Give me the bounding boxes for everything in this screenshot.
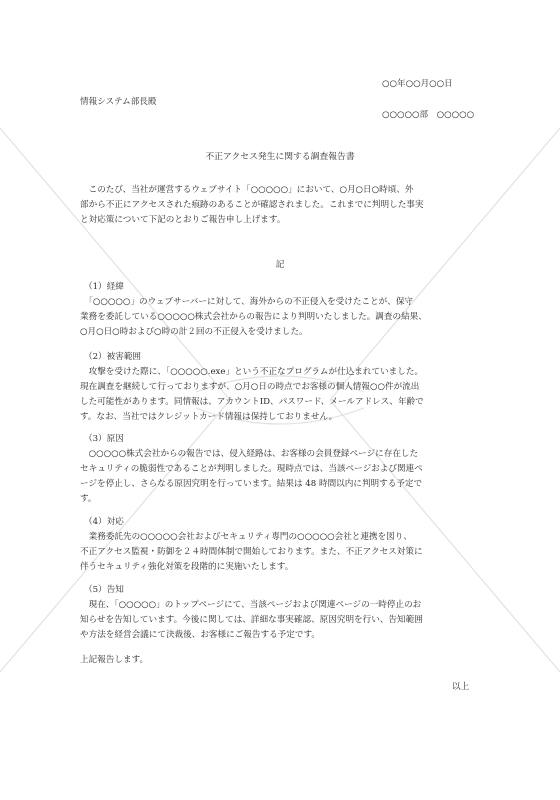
section-line: す。 (80, 494, 97, 504)
intro-line: と対応策について下記のとおりご報告申し上げます。 (80, 215, 286, 225)
section-line: 現在、「○○○○○」のトップページにて、当該ページおよび関連ページの一時停止のお (80, 600, 422, 610)
end-mark: 以上 (452, 682, 470, 692)
section-body-5 (80, 598, 480, 643)
section-heading-3: （3）原因 (84, 434, 124, 444)
section-body-3 (80, 447, 480, 507)
section-line: 不正アクセス監視・防御を２４時間体制で開始しております。また、不正アクセス対策に (80, 547, 423, 557)
section-line: 伴うセキュリティ強化対策を段階的に実施いたします。 (80, 562, 294, 572)
intro-line: 部から不正にアクセスされた痕跡のあることが確認されました。これまでに判明した事実 (80, 200, 424, 210)
section-body-4 (80, 530, 480, 575)
section-line: 「○○○○○」のウェブサーバーに対して、海外からの不正侵入を受けたことが、保守 (80, 297, 414, 307)
intro-paragraph (80, 183, 480, 228)
section-body-2 (80, 365, 480, 425)
addressee: 情報システム部長殿 (80, 97, 157, 107)
section-line: 知らせを告知しています。今後に関しては、詳細な事実確認、原因究明を行い、告知範囲 (80, 615, 423, 625)
intro-line: このたび、当社が運営するウェブサイト「○○○○○」において、○月○日○時頃、外 (80, 185, 414, 195)
section-line: す。なお、当社ではクレジットカード情報は保持しておりません。 (80, 412, 338, 422)
section-line: 現在調査を継続して行っておりますが、○月○日の時点でお客様の個人情報○○件が流出 (80, 382, 420, 392)
section-line: 攻撃を受けた際に、「○○○○○.exe」という不正なプログラムが仕込まれていました。 (80, 367, 424, 377)
document-date: ○○年○○月○○日 (382, 79, 453, 89)
sender: ○○○○○部 ○○○○○ (382, 110, 475, 120)
section-line: 業務を委託している○○○○○株式会社からの報告により判明いたしました。調査の結果、 (80, 312, 427, 322)
section-line: や方法を経営会議にて決裁後、お客様にご報告する予定です。 (80, 630, 320, 640)
ki-mark: 記 (275, 260, 285, 270)
section-line: した可能性があります。同情報は、アカウントID、パスワード、メールアドレス、年齢で (80, 397, 424, 407)
section-heading-1: （1）経緯 (84, 282, 124, 292)
section-body-1 (80, 295, 480, 340)
section-line: ○月○日○時および○時の計２回の不正侵入を受けました。 (80, 327, 308, 337)
section-heading-4: （4）対応 (84, 517, 124, 527)
closing-text: 上記報告します。 (80, 655, 149, 665)
section-line: ージを停止し、さらなる原因究明を行っています。結果は 48 時間以内に判明する予定で (80, 479, 423, 489)
section-heading-2: （2）被害範囲 (84, 352, 142, 362)
section-heading-5: （5）告知 (84, 585, 124, 595)
section-line: 業務委託先の○○○○○会社およびセキュリティ専門の○○○○○会社と連携を図り、 (80, 532, 412, 542)
section-line: ○○○○○株式会社からの報告では、侵入経路は、お客様の会員登録ページに存在した (80, 449, 419, 459)
section-line: セキュリティの脆弱性であることが判明しました。現時点では、当該ページおよび関連ペ (80, 464, 423, 474)
document-title: 不正アクセス発生に関する調査報告書 (205, 152, 355, 162)
